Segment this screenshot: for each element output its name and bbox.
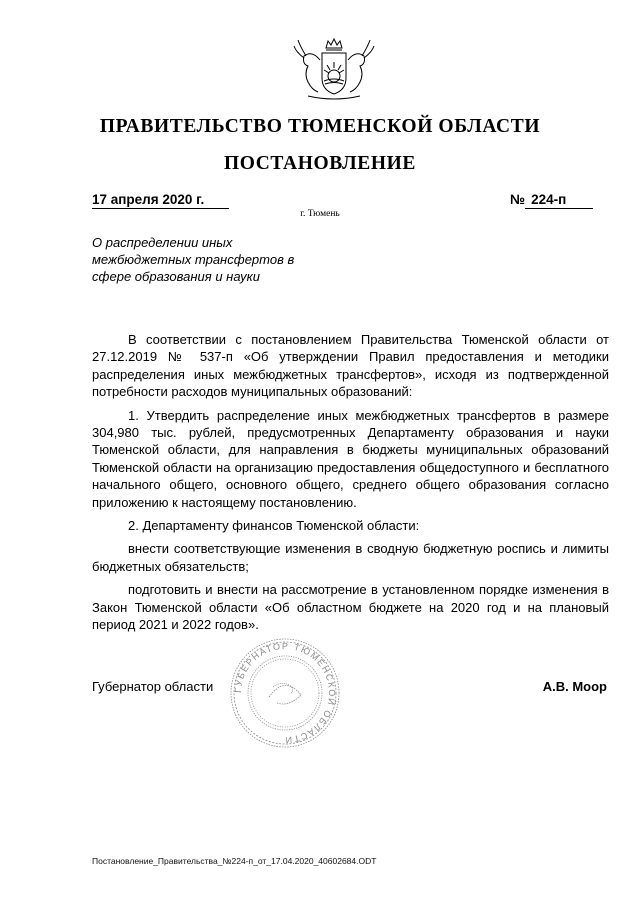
document-number: 224-п <box>525 192 593 209</box>
signatory-name: А.В. Моор <box>542 679 607 694</box>
organization-title: ПРАВИТЕЛЬСТВО ТЮМЕНСКОЙ ОБЛАСТИ <box>99 116 541 137</box>
document-date: 17 апреля 2020 г. <box>92 192 229 209</box>
footer-filename: Постановление_Правительства_№224-п_от_17.04.2020_40602684.ODT <box>92 856 377 866</box>
signatory-position: Губернатор области <box>92 679 214 694</box>
body-paragraph: 1. Утвердить распределение иных межбюджетных трансфертов в размере 304,980 тыс. рублей, предусмотренных Департаменту образования и науки Тюменской области, для направления в бюджеты муниципальных образований Тюменской области на организацию предоставления общедоступного и бесплатного начального общего, основного общего, среднего общего образования согласно приложению к настоящему постановлению. <box>92 407 609 510</box>
document-body <box>92 331 609 640</box>
number-sign: № <box>510 192 526 207</box>
document-type: ПОСТАНОВЛЕНИЕ <box>223 153 417 174</box>
document-subject: О распределении иных межбюджетных трансфертов в сфере образования и науки <box>92 235 295 284</box>
document-number-block <box>510 192 593 209</box>
city-label: г. Тюмень <box>300 209 340 219</box>
body-paragraph: 2. Департаменту финансов Тюменской области: <box>128 518 420 534</box>
coat-of-arms-icon <box>290 34 378 104</box>
body-paragraph: внести соответствующие изменения в сводную бюджетную роспись и лимиты бюджетных обязательств; <box>92 541 609 574</box>
body-paragraph: В соответствии с постановлением Правительства Тюменской области от 27.12.2019 № 537-п «Об утверждении Правил предоставления и методики распределения иных межбюджетных трансфертов», исходя из подтвержденной потребности расходов муниципальных образований: <box>92 332 609 400</box>
official-seal-icon <box>229 637 341 749</box>
seal-text: ГУБЕРНАТОР ТЮМЕНСКОЙ ОБЛАСТИ <box>232 640 338 746</box>
body-paragraph: подготовить и внести на рассмотрение в установленном порядке изменения в Закон Тюменской области «Об областном бюджете на 2020 год и на плановый период 2021 и 2022 годов». <box>92 582 609 633</box>
